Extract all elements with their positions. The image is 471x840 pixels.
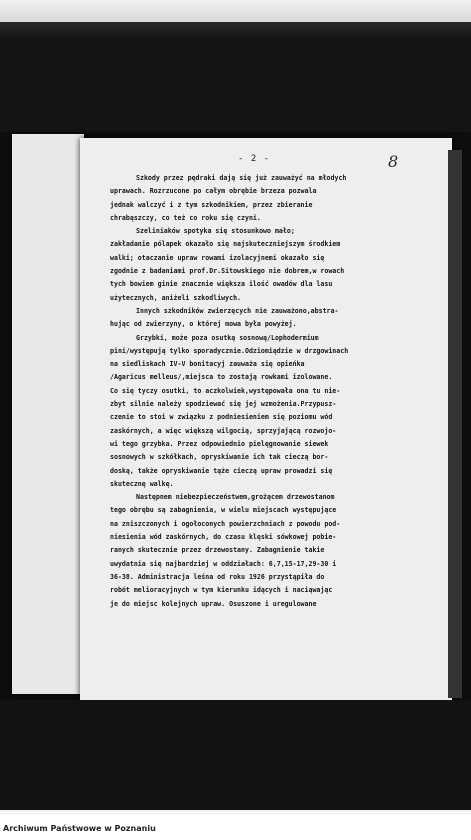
- text-line: użytecznych, aniżeli szkodliwych.: [110, 293, 242, 302]
- text-line: hując od zwierzyny, o której mowa była powyżej.: [110, 320, 297, 329]
- film-band: [0, 22, 471, 42]
- film-edge-top: [0, 0, 471, 22]
- text-line: czenie to stoi w związku z podniesieniem się poziomu wód: [110, 413, 333, 422]
- previous-page-edge: [12, 134, 84, 694]
- text-line: Innych szkodników zwierzęcych nie zauważono,abstra-: [136, 306, 339, 315]
- text-line: pini/występują tylko sporadycznie.Odziomiądzie w drzgowinach: [110, 346, 349, 355]
- text-line: jednak walczyć i z tym szkodnikiem, przez zbieranie: [110, 200, 313, 209]
- handwritten-page-mark: 8: [388, 152, 399, 171]
- text-line: zbyt silnie należy spodziewać się jej wzmożenia.Przypusz-: [110, 400, 337, 409]
- film-background: [0, 42, 471, 132]
- text-line: robót melioracyjnych w tym kierunku idących i naciąwając: [110, 586, 333, 595]
- typed-text-body: [110, 172, 440, 611]
- text-line: 36-38. Administracja leśna od roku 1926 przystąpiła do: [110, 572, 325, 581]
- page-right-edge: [448, 150, 462, 698]
- text-line: wi tego grzybka. Przez odpowiednio pielęgnowanie siewek: [110, 439, 329, 448]
- text-line: zakładanie pólapek okazało się najskuteczniejszym środkiem: [110, 240, 341, 249]
- text-line: uwydatnia się najbardziej w oddziałach: 6,7,15-17,29-30 i: [110, 559, 337, 568]
- film-background-bottom: [0, 700, 471, 810]
- text-line: skutecznę walkę.: [110, 479, 174, 488]
- archive-name: Archiwum Państwowe w Poznaniu: [3, 824, 156, 833]
- text-line: Grzybki, może poza osutką sosnową/Lophodermium: [136, 333, 319, 342]
- text-line: doską, także opryskiwanie tąże cieczą upraw prowadzi się: [110, 466, 333, 475]
- text-line: /Agaricus melleus/,miejsca to zostają rowkami izolowane.: [110, 373, 333, 382]
- text-line: uprawach. Rozrzucone po całym obrębie brzeza pozwala: [110, 187, 317, 196]
- text-line: je do miejsc kolejnych upraw. Osuszone i uregulowane: [110, 599, 317, 608]
- text-line: Szkody przez pędraki dają się już zauważyć na młodych: [136, 174, 347, 182]
- text-line: na zniszczonych i ogołoconych powierzchniach z powodu pod-: [110, 519, 341, 528]
- text-line: chrabąszczy, co też co roku się czyni.: [110, 213, 261, 222]
- document-page: [80, 138, 452, 700]
- text-line: walki; otaczanie upraw rowami izolacyjnemi okazało się: [110, 253, 325, 262]
- archive-footer: [0, 815, 471, 840]
- text-line: sosnowych w szkółkach, opryskiwanie ich tak cieczą bor-: [110, 453, 329, 462]
- text-line: ranych skutecznie przez drzewostany. Zabagnienie takie: [110, 546, 325, 555]
- text-line: tego obrębu są zabagnienia, w wielu miejscach występujące: [110, 506, 337, 515]
- page-number: - 2 -: [238, 154, 271, 164]
- text-line: zgodnie z badaniami prof.Dr.Sitowskiego nie dobrem,w rowach: [110, 267, 345, 276]
- text-line: niesienia wód zaskórnych, do czasu klęski sówkowej pobie-: [110, 533, 337, 542]
- text-line: na siedliskach IV-V bonitacyj zauważa się opieńka: [110, 360, 305, 369]
- text-line: tych bowiem ginie znacznie większa ilość owadów dla lasu: [110, 280, 333, 289]
- text-line: Następnem niebezpieczeństwem,grożącem drzewostanom: [136, 493, 335, 502]
- text-line: zaskórnych, a więc większą wilgocią, sprzyjającą rozwojo-: [110, 426, 337, 435]
- text-line: Co się tyczy osutki, to aczkolwiek,występowała ona tu nie-: [110, 386, 341, 395]
- text-line: Szeliniaków spotyka się stosunkowo mało;: [136, 227, 295, 236]
